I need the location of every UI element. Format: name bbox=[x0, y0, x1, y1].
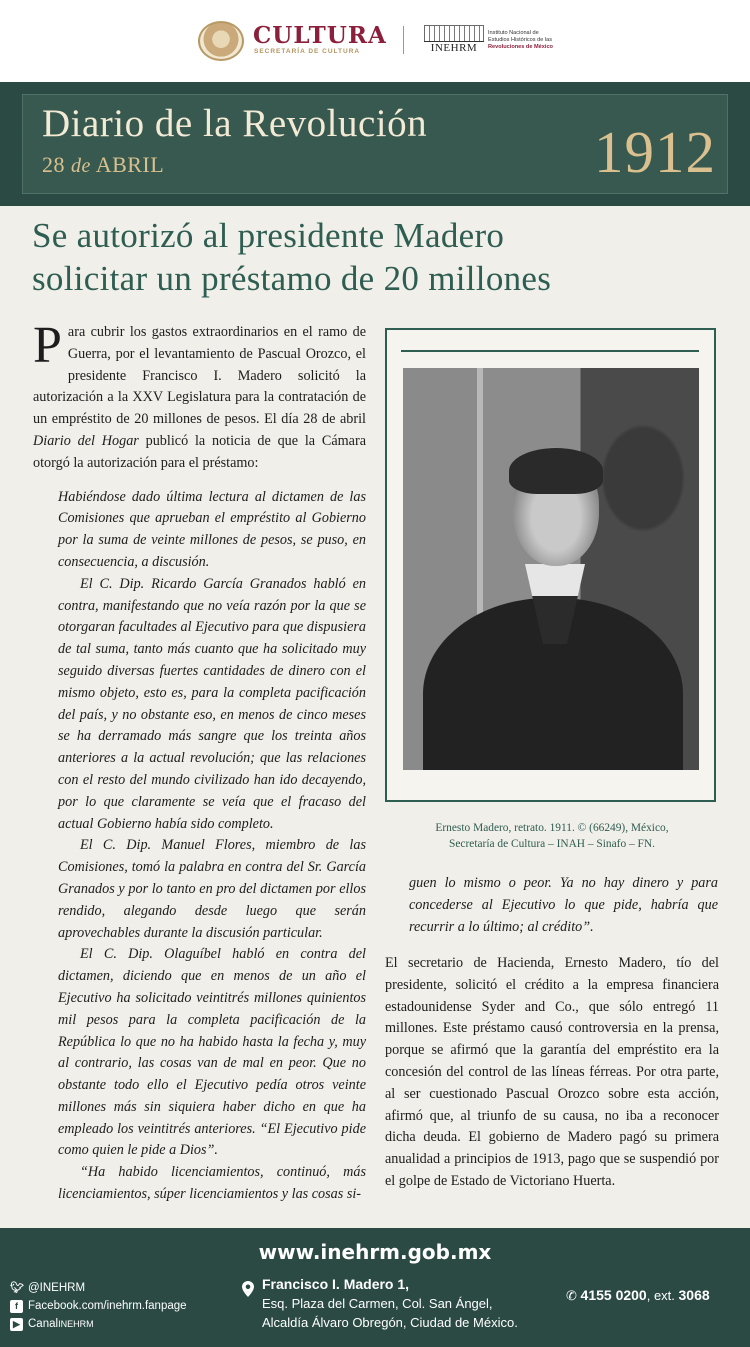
inehrm-description: Instituto Nacional de Estudios Históricos de las Revoluciones de México bbox=[488, 30, 553, 50]
photo-caption: Ernesto Madero, retrato. 1911. © (66249), México, Secretaría de Cultura – INAH – Sinafo – FN. bbox=[435, 822, 669, 850]
quote-paragraph: El C. Dip. Manuel Flores, miembro de las Comisiones, tomó la palabra en contra del Sr. García Granados y por lo tanto en pro del dictamen por ellos rendido, alegando desde luego que serán aprovechables durante la discusión particular. bbox=[58, 837, 366, 941]
page-title: Diario de la Revolución bbox=[42, 102, 428, 145]
logo-divider bbox=[403, 26, 404, 54]
footer-url-link[interactable]: www.inehrm.gob.mx bbox=[258, 1240, 492, 1264]
article-headline: Se autorizó al presidente Madero solicitar un préstamo de 20 millones bbox=[32, 216, 552, 298]
youtube-icon: ▶ bbox=[10, 1318, 23, 1331]
header-date: 28 de ABRIL bbox=[42, 152, 165, 177]
phone-icon: ✆ bbox=[566, 1288, 577, 1303]
inehrm-building-icon bbox=[424, 25, 484, 42]
closing-paragraph: El secretario de Hacienda, Ernesto Madero, tío del presidente, solicitó el crédito a la empresa financiera estadounidense Syder and Co., que sólo entregó 11 millones. Este préstamo causó controversia en la prensa, porque se afirmó que la garantía del empréstito era la concesión del control de las líneas férreas. Por otra parte, al ser cuestionado Pascual Orozco sobre esta acción, afirmó que, al triunfo de su causa, no iba a reconocer dicha deuda. El gobierno de Madero pagó su primera anualidad a principios de 1913, pago que se suspendió por el golpe de Estado de Victoriano Huerta. bbox=[385, 955, 719, 1189]
quote-paragraph: El C. Dip. Ricardo García Granados habló en contra, manifestando que no veía razón por la que se otorgaran facultades al Ejecutivo para que dispusiera de tal suma, tanto más cuanto que ha solicitado muy seguido diversas fuertes cantidades de dinero con el mismo objeto, esto es, para la completa pacificación del país, y no obstante eso, en menos de cinco meses se ha derramado más sangre que los treinta años anteriores a la actual revolución; que las relaciones con el resto del mundo civilizado han ido decayendo, por lo que claramente se veía que el fracaso del actual Gobierno había sido completo. bbox=[58, 575, 366, 832]
quote-paragraph: “Ha habido licenciamientos, continuó, más licenciamientos, súper licenciamientos y las cosas si- bbox=[58, 1164, 366, 1203]
facebook-link[interactable]: f Facebook.com/inehrm.fanpage bbox=[10, 1297, 187, 1315]
quote-continuation: guen lo mismo o peor. Ya no hay dinero y para concederse al Ejecutivo lo que pide, habría que recurrir a lo último; al crédito”. bbox=[409, 875, 718, 935]
drop-cap: P bbox=[33, 317, 62, 374]
quoted-excerpt bbox=[33, 487, 366, 1206]
lead-paragraph: Para cubrir los gastos extraordinarios en el ramo de Guerra, por el levantamiento de Pascual Orozco, el presidente Francisco I. Madero solicitó la autorización a la XXV Legislatura para la contratación de un empréstito de 20 millones de pesos. El día 28 de abril Diario del Hogar publicó la noticia de que la Cámara otorgó la autorización para el préstamo: bbox=[33, 317, 366, 471]
twitter-link[interactable]: 🐦︎ @INEHRM bbox=[10, 1281, 86, 1294]
inehrm-logo: INEHRM bbox=[424, 41, 484, 55]
article-left-column bbox=[33, 317, 366, 1206]
twitter-icon: 🐦︎ bbox=[10, 1281, 24, 1294]
quote-paragraph: Habiéndose dado última lectura al dictamen de las Comisiones que aprueban el empréstito al Gobierno por la suma de veinte millones de pesos, se puso, en consecuencia, a discusión. bbox=[58, 488, 366, 570]
photo-rule bbox=[401, 350, 699, 352]
cultura-logo: CULTURA bbox=[253, 22, 387, 49]
cultura-subtitle: SECRETARÍA DE CULTURA bbox=[254, 48, 361, 55]
address-block: Francisco I. Madero 1, Esq. Plaza del Carmen, Col. San Ángel, Alcaldía Álvaro Obregón, Ciudad de México. bbox=[262, 1276, 518, 1330]
quote-paragraph: El C. Dip. Olaguíbel habló en contra del dictamen, diciendo que en menos de un año el Ejecutivo ha solicitado veintitrés millones quinientos mil pesos para la completa pacificación de la República lo que no ha habido hasta la fecha y, muy al contrario, las cosas van de mal en peor. Que no obstante todo ello el Ejecutivo pedía otros veinte millones más sin siquiera haber dicho en que ha empleado los veintitrés anteriores. “El Ejecutivo pide como quien le pide a Dios”. bbox=[58, 946, 366, 1159]
youtube-link[interactable]: ▶ Canal INEHRM bbox=[10, 1315, 187, 1333]
portrait-photo bbox=[403, 368, 699, 770]
mexico-seal-icon bbox=[198, 21, 244, 61]
social-links bbox=[10, 1279, 187, 1333]
header-year: 1912 bbox=[594, 119, 716, 185]
phone-number[interactable]: ✆ 4155 0200, ext. 3068 bbox=[566, 1287, 710, 1303]
facebook-icon: f bbox=[10, 1300, 23, 1313]
location-pin-icon bbox=[242, 1281, 254, 1297]
